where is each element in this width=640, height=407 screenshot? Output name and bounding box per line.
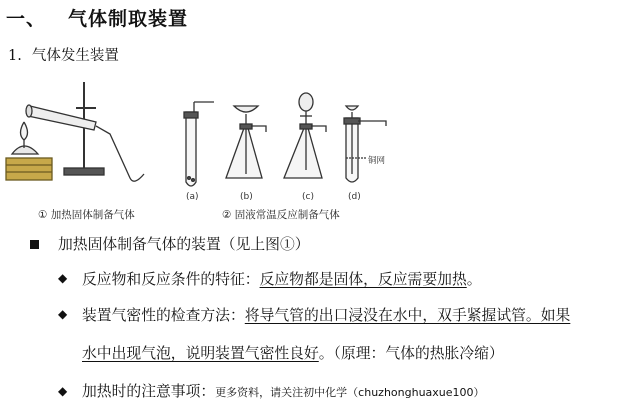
item2-line2	[82, 342, 504, 363]
item3-label: 加热时的注意事项：	[82, 383, 216, 400]
apparatus-a	[184, 102, 214, 186]
item3	[82, 380, 485, 401]
diamond-bullet-icon: ◆	[58, 271, 68, 285]
mesh-label: 铜网	[368, 156, 386, 166]
main-heading	[6, 4, 188, 31]
caption-left: ① 加热固体制备气体	[38, 209, 135, 221]
apparatus-b	[226, 106, 266, 178]
section-heading	[8, 44, 119, 65]
square-bullet-icon	[30, 240, 39, 249]
diamond-bullet-icon: ◆	[58, 307, 68, 321]
apparatus-figure	[0, 78, 400, 228]
caption-right: ② 固液常温反应制备气体	[222, 209, 340, 221]
item1	[82, 268, 482, 289]
item1-text: 反应物都是固体，反应需要加热	[259, 271, 467, 288]
iron-stand-setup	[6, 82, 144, 181]
diamond-bullet-icon: ◆	[58, 384, 68, 398]
apparatus-c	[284, 93, 326, 178]
heading-number: 一、	[6, 8, 47, 30]
item1-label: 反应物和反应条件的特征：	[82, 271, 260, 288]
section-title: 气体发生装置	[31, 48, 119, 64]
label-c: (c)	[302, 192, 314, 202]
item2-end: 。（原理：气体的热胀冷缩）	[318, 345, 504, 362]
item3-note: 更多资料，请关注初中化学（chuzhonghuaxue100）	[215, 386, 485, 399]
item1-end: 。	[466, 271, 482, 288]
item2-text2: 水中出现气泡，说明装置气密性良好	[82, 345, 319, 362]
label-d: (d)	[348, 192, 361, 202]
apparatus-d	[344, 106, 386, 182]
item2-line1	[82, 304, 570, 325]
item2-label: 装置气密性的检查方法：	[82, 307, 245, 324]
section-number: 1.	[8, 48, 22, 64]
heading-title: 气体制取装置	[68, 8, 189, 30]
label-a: (a)	[186, 192, 199, 202]
item2-text1: 将导气管的出口浸没在水中，双手紧握试管。如果	[244, 307, 571, 324]
label-b: (b)	[240, 192, 253, 202]
bullet1-text: 加热固体制备气体的装置（见上图①）	[58, 236, 310, 253]
